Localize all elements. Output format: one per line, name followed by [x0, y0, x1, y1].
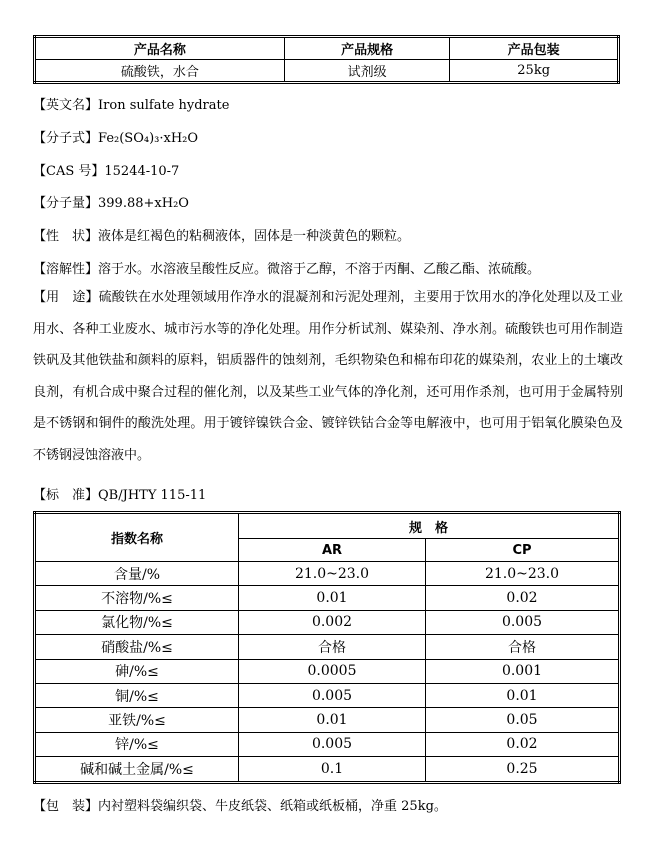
spec-row-name: 铜/%≤ — [35, 683, 239, 707]
spec-row-cp: 0.005 — [426, 610, 620, 634]
grade-ar-header: AR — [239, 539, 426, 562]
spec-row-name: 亚铁/%≤ — [35, 708, 239, 732]
molecular-weight-value: 399.88+xH₂O — [98, 196, 189, 211]
spec-row-ar: 合格 — [239, 635, 426, 659]
spec-row-ar: 0.0005 — [239, 659, 426, 683]
spec-row-cp: 0.25 — [426, 757, 620, 782]
spec-row-name: 硝酸盐/%≤ — [35, 635, 239, 659]
spec-row — [35, 610, 620, 634]
properties-label: 【性 状】 — [33, 229, 99, 244]
spec-row — [35, 708, 620, 732]
solubility-line — [33, 258, 540, 277]
molecular-weight-label: 【分子量】 — [33, 196, 99, 211]
english-name-value: Iron sulfate hydrate — [98, 98, 230, 113]
spec-row-ar: 0.01 — [239, 708, 426, 732]
product-spec-header: 产品规格 — [284, 37, 450, 60]
spec-row-name: 锌/%≤ — [35, 732, 239, 756]
spec-row-name: 氯化物/%≤ — [35, 610, 239, 634]
formula-line — [33, 127, 198, 146]
spec-row-cp: 0.001 — [426, 659, 620, 683]
english-name-line — [33, 94, 229, 113]
standard-line — [33, 484, 206, 503]
index-name-header: 指数名称 — [35, 513, 239, 562]
spec-table-body — [35, 562, 620, 783]
spec-row — [35, 659, 620, 683]
product-name-cell: 硫酸铁，水合 — [35, 60, 285, 83]
solubility-label: 【溶解性】 — [33, 262, 99, 277]
properties-value: 液体是红褐色的粘稠液体，固体是一种淡黄色的颗粒。 — [98, 229, 411, 244]
spec-row-cp: 0.01 — [426, 683, 620, 707]
usage-label: 【用 途】 — [33, 290, 99, 305]
spec-row-ar: 0.005 — [239, 732, 426, 756]
standard-value: QB/JHTY 115-11 — [98, 488, 207, 503]
formula-value: Fe₂(SO₄)₃·xH₂O — [98, 131, 199, 146]
spec-row — [35, 757, 620, 782]
english-name-label: 【英文名】 — [33, 98, 99, 113]
solubility-value: 溶于水。水溶液呈酸性反应。微溶于乙醇，不溶于丙酮、乙酸乙酯、浓硫酸。 — [98, 262, 541, 277]
usage-value: 硫酸铁在水处理领域用作净水的混凝剂和污泥处理剂，主要用于饮用水的净化处理以及工业用水、各种工业废水、城市污水等的净化处理。用作分析试剂、媒染剂、净水剂。硫酸铁也可用作制造铁矾及其他铁盐和颜料的原料，铝质器件的蚀刻剂，毛织物染色和棉布印花的媒染剂，农业上的土壤改良剂，有机合成中聚合过程的催化剂，以及某些工业气体的净化剂，还可用作杀剂，也可用于金属特别是不锈钢和铜件的酸洗处理。用于镀锌镍铁合金、镀锌铁钴合金等电解液中，也可用于铝氧化膜染色及不锈钢浸蚀溶液中。 — [33, 290, 623, 463]
spec-row-name: 含量/% — [35, 562, 239, 586]
spec-row — [35, 635, 620, 659]
packaging-value: 内衬塑料袋编织袋、牛皮纸袋、纸箱或纸板桶，净重 25kg。 — [98, 799, 447, 814]
spec-row-ar: 0.01 — [239, 586, 426, 610]
spec-row-ar: 0.1 — [239, 757, 426, 782]
spec-row — [35, 683, 620, 707]
spec-row-ar: 21.0~23.0 — [239, 562, 426, 586]
spec-table — [33, 511, 621, 784]
packaging-line — [33, 795, 447, 814]
properties-line — [33, 225, 410, 244]
product-name-header: 产品名称 — [35, 37, 285, 60]
spec-row-ar: 0.005 — [239, 683, 426, 707]
cas-line — [33, 160, 179, 179]
formula-label: 【分子式】 — [33, 131, 99, 146]
spec-row-cp: 21.0~23.0 — [426, 562, 620, 586]
molecular-weight-line — [33, 192, 189, 211]
spec-header: 规 格 — [239, 513, 620, 539]
spec-row-name: 碱和碱土金属/%≤ — [35, 757, 239, 782]
product-package-cell: 25kg — [450, 60, 619, 83]
spec-row — [35, 562, 620, 586]
spec-row-cp: 0.02 — [426, 732, 620, 756]
standard-label: 【标 准】 — [33, 488, 99, 503]
spec-row — [35, 732, 620, 756]
cas-label: 【CAS 号】 — [33, 164, 105, 179]
spec-row-cp: 合格 — [426, 635, 620, 659]
spec-row-ar: 0.002 — [239, 610, 426, 634]
spec-row-name: 不溶物/%≤ — [35, 586, 239, 610]
packaging-label: 【包 装】 — [33, 799, 99, 814]
product-table-header — [35, 37, 619, 60]
product-package-header: 产品包装 — [450, 37, 619, 60]
spec-header-row — [35, 513, 620, 539]
spec-row-name: 砷/%≤ — [35, 659, 239, 683]
spec-row-cp: 0.05 — [426, 708, 620, 732]
usage-paragraph — [33, 282, 623, 472]
cas-value: 15244-10-7 — [104, 164, 180, 179]
product-table — [33, 35, 620, 84]
spec-row-cp: 0.02 — [426, 586, 620, 610]
grade-cp-header: CP — [426, 539, 620, 562]
product-table-row — [35, 60, 619, 83]
spec-row — [35, 586, 620, 610]
product-spec-cell: 试剂级 — [284, 60, 450, 83]
